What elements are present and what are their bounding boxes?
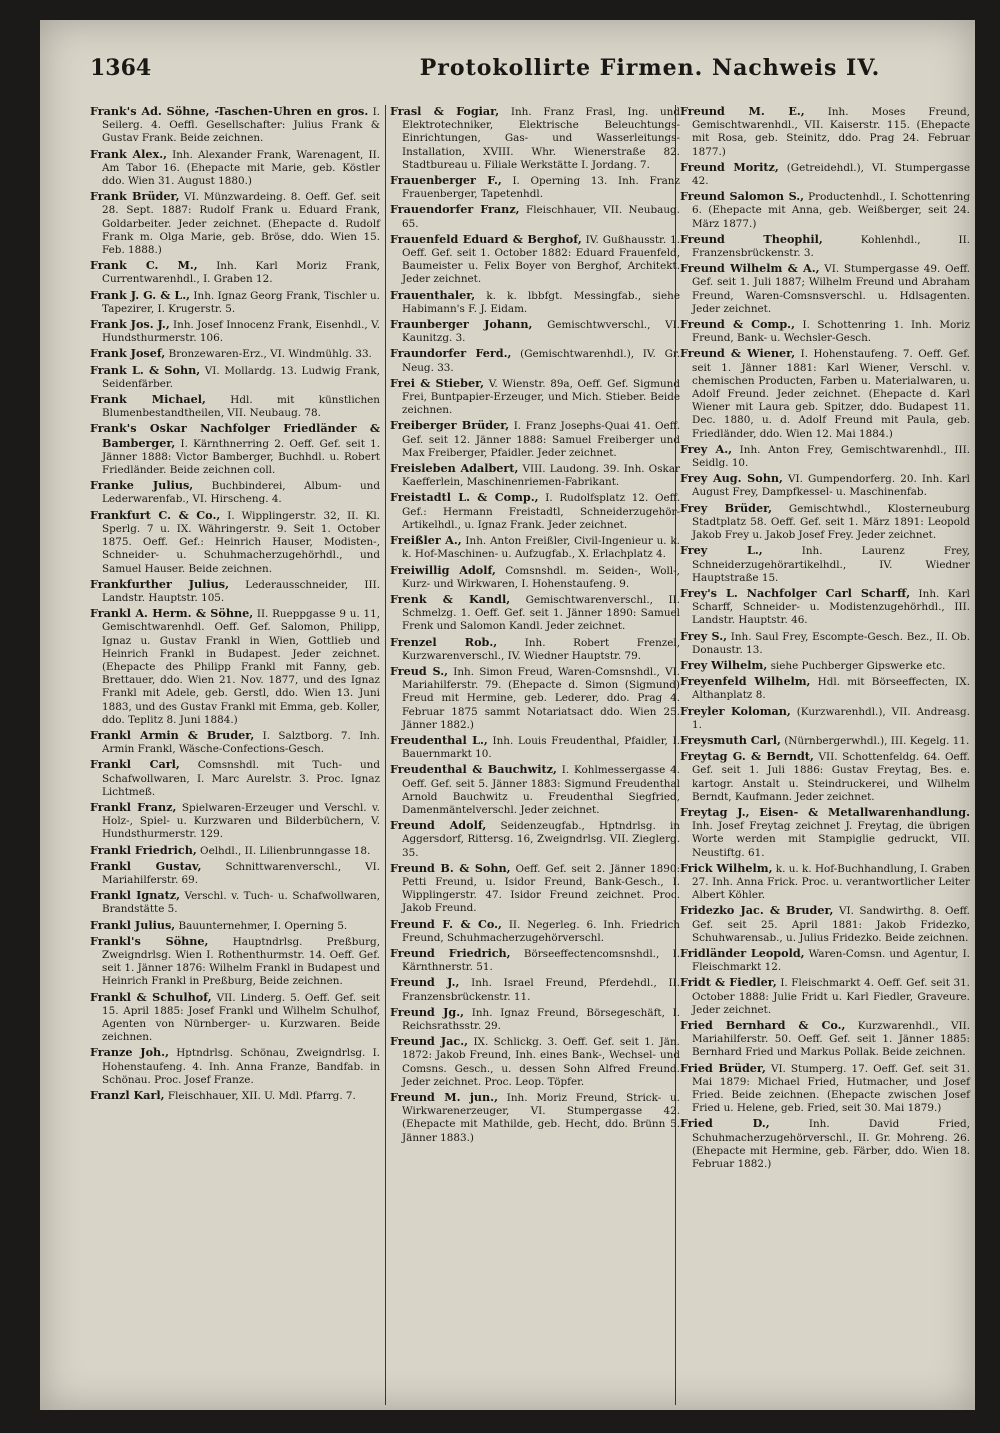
firm-details: I. Kärnthnerring 2. Oeff. Gef. seit 1. Jänner 1888: Victor Bamberger, Buchhdl. u. Robert Friedländer. Beide zeichnen coll. [102,437,380,477]
firm-details: Verschl. v. Tuch- u. Schafwollwaren, Brandstätte 5. [102,890,380,916]
firm-name: Freund J., [390,975,460,990]
firm-details: Inh. Ignaz Freund, Börsegeschäft, I. Reichsrathsstr. 29. [402,1006,680,1032]
directory-entry [90,607,380,727]
firm-details: II. Rueppgasse 9 u. 11, Gemischtwarenhdl. Oeff. Gef. Salomon, Philipp, Ignaz u. Gustav Frankl in Wien, Gottlieb und Heinrich Frankl in Budapest. Jeder zeichnet. (Ehepacte des Philipp Frankl mit Fanny, geb. Brettauer, ddo. Wien 21. Nov. 1877, und des Ignaz Frankl mit Adele, geb. Gerstl, ddo. Wien 13. Juni 1883, und des Gustav Frankl mit Emma, geb. Koller, ddo. Teplitz 8. Juni 1884.) [102,608,381,726]
firm-details: siehe Puchberger Gipswerke etc. [770,659,946,672]
firm-details: VI. Sandwirthg. 8. Oeff. Gef. seit 25. April 1881: Jakob Fridezko, Schuhwarensab., u. Julius Fridezko. Beide zeichnen. [692,905,970,944]
running-title: Protokollirte Firmen. Nachweis IV. [419,55,881,81]
firm-name: Frankl Carl, [90,757,180,772]
firm-details: (Kurzwarenhdl.), VII. Andreasg. 1. [692,705,971,731]
firm-name: Frick Wilhelm, [680,860,773,875]
firm-details: Inh. Israel Freund, Pferdehdl., II. Franzensbrückenstr. 11. [402,977,680,1003]
directory-entry [90,729,380,756]
firm-name: Frauenthaler, [390,287,476,302]
firm-details: Inh. Robert Frenzel, Kurzwarenverschl., IV. Wiedner Hauptstr. 79. [402,636,681,662]
directory-entry [90,393,380,420]
firm-details: Waren-Comsn. und Agentur, I. Fleischmarkt 12. [692,947,970,974]
directory-entry [390,1035,680,1089]
firm-details: Inh. Anton Freißler, Civil-Ingenieur u. k. k. Hof-Maschinen- u. Aufzugfab., X. Erlachplatz 4. [402,535,680,561]
firm-details: Inh. Anton Frey, Gemischtwarenhdl., III. Seidlg. 10. [692,443,971,470]
firm-name: Frey Brüder, [680,500,773,515]
firm-name: Frenzel Rob., [390,634,498,649]
firm-details: Bronzewaren-Erz., VI. Windmühlg. 33. [168,348,372,361]
firm-details: Inh. Karl Scharff, Schneider- u. Modistenzugehörhdl., III. Landstr. Hauptstr. 46. [692,587,970,627]
firm-details: IV. Gußhausstr. 1. Oeff. Gef. seit 1. October 1882: Eduard Frauenfeld, Baumeister u. Felix Boyer von Berghof, Architekt. Jeder zeichnet. [402,233,681,286]
directory-entry [390,976,680,1003]
firm-name: Freund F. & Co., [390,916,502,931]
firm-details: I. Franz Josephs-Quai 41. Oeff. Gef. seit 12. Jänner 1888: Samuel Freiberger und Max Freiberger, Pfaidler. Jeder zeichnet. [402,420,680,459]
firm-name: Frank's Oskar Nachfolger Friedländer & Bamberger, [90,421,380,450]
directory-entry [390,203,680,230]
firm-details: Gemischtwhdl., Klosterneuburg Stadtplatz 58. Oeff. Gef. seit 1. März 1891: Leopold Jakob Frey u. Jakob Josef Frey. Jeder zeichnet. [692,502,970,542]
firm-name: Frey's L. Nachfolger Carl Scharff, [680,585,911,600]
firm-name: Frank Michael, [90,392,206,407]
directory-entry [680,734,970,748]
firm-details: Inh. Moriz Freund, Strick- u. Wirkwarenerzeuger, VI. Stumpergasse 42. (Ehepacte mit Mathilde, geb. Hecht, ddo. Brünn 5. Jänner 1883.) [402,1092,680,1144]
directory-entry [680,862,970,903]
directory-entry [680,502,970,543]
column-3 [680,105,970,1173]
directory-entry [680,976,970,1017]
firm-name: Fridländer Leopold, [680,945,805,960]
firm-details: VI. Münzwardeing. 8. Oeff. Gef. seit 28. Sept. 1887: Rudolf Frank u. Eduard Frank, Goldarbeiter. Jeder zeichnet. (Ehepacte d. Rudolf Frank m. Olga Marie, geb. Bröse, ddo. Wien 15. Feb. 1888.) [102,191,380,257]
directory-page [40,20,975,1410]
firm-details: I. Rudolfsplatz 12. Oeff. Gef.: Hermann Freistadtl, Schneiderzugehör-Artikelhdl., u. Ignaz Frank. Jeder zeichnet. [402,492,680,531]
firm-name: Freund Wilhelm & A., [680,261,820,276]
firm-details: I. Hohenstaufeng. 7. Oeff. Gef. seit 1. Jänner 1881: Karl Wiener, Verschl. v. chemischen Producten, Farben u. Materialwaren, u. Adolf Freund. Jeder zeichnet. (Ehepacte d. Karl Wiener mit Laura geb. Spitzer, ddo. Budapest 11. Dec. 1880, u. d. Adolf Freund mit Paula, geb. Friedländer, ddo. Wien 12. Mai 1884.) [692,348,970,440]
directory-entry [90,578,380,605]
directory-entry [90,148,380,189]
directory-entry [390,1006,680,1033]
firm-details: Inh. David Fried, Schuhmacherzugehörverschl., II. Gr. Mohreng. 26. (Ehepacte mit Hermine, geb. Färber, ddo. Wien 18. Februar 1882.) [692,1118,971,1171]
firm-name: Freistadtl L. & Comp., [390,490,539,505]
directory-entry [390,318,680,345]
directory-entry [90,259,380,286]
directory-entry [90,801,380,842]
directory-entry [390,819,680,860]
columns [90,105,970,1405]
column-divider [385,105,386,1405]
firm-name: Freund Moritz, [680,159,779,174]
firm-details: VIII. Laudong. 39. Inh. Oskar Kaefferlein, Maschinenriemen-Fabrikant. [402,463,680,489]
firm-details: (Getreidehdl.), VI. Stumpergasse 42. [692,161,970,188]
firm-name: Frenk & Kandl, [390,591,511,606]
directory-entry [90,190,380,257]
directory-entry [680,544,970,585]
column-1 [90,105,380,1105]
firm-details: II. Negerleg. 6. Inh. Friedrich Freund, Schuhmacherzugehörverschl. [402,918,680,944]
firm-name: Frankl & Schulhof, [90,989,212,1004]
directory-entry [680,161,970,188]
firm-name: Frank C. M., [90,258,198,273]
firm-name: Freisleben Adalbert, [390,461,519,476]
firm-name: Frey S., [680,628,728,643]
directory-entry [390,1091,680,1145]
firm-name: Frey Aug. Sohn, [680,471,783,486]
directory-entry [90,318,380,345]
directory-entry [90,347,380,361]
directory-entry [680,1062,970,1116]
firm-details: Hptndrlsg. Schönau, Zweigndrlsg. I. Hohenstaufeng. 4. Inh. Anna Franze, Bandfab. in Schönau. Proc. Josef Franze. [102,1047,380,1086]
firm-name: Fridezko Jac. & Bruder, [680,903,834,918]
firm-details: Hdl. mit künstlichen Blumenbestandtheilen, VII. Neubaug. 78. [102,394,380,420]
firm-name: Freiwillig Adolf, [390,562,496,577]
directory-entry [390,419,680,460]
directory-entry [680,318,970,345]
firm-details: VII. Linderg. 5. Oeff. Gef. seit 15. April 1885: Josef Frankl und Wilhelm Schulhof, Agenten von Nürnberger- u. Kurzwaren. Beide zeichnen. [102,991,380,1044]
firm-name: Frank L. & Sohn, [90,362,201,377]
firm-details: Börseeffectencomsnshdl., I. Kärnthnerstr. 51. [402,947,680,974]
firm-name: Frank's Ad. Söhne, -Taschen-Uhren en gros. [90,104,369,118]
directory-entry [90,1046,380,1087]
directory-entry [680,190,970,231]
directory-entry [680,750,970,804]
directory-entry [390,665,680,732]
firm-details: (Nürnbergerwhdl.), III. Kegelg. 11. [784,734,970,747]
firm-name: Freund & Comp., [680,317,795,332]
firm-name: Frank Josef, [90,346,166,361]
firm-details: Gemischtwarenverschl., II. Schmelzg. 1. Oeff. Gef. seit 1. Jänner 1890: Samuel Frenk und Salomon Kandl. Jeder zeichnet. [402,593,680,633]
directory-entry [90,289,380,316]
firm-details: Bauunternehmer, I. Operning 5. [178,919,348,932]
firm-name: Fried D., [680,1116,770,1131]
firm-name: Freund Salomon S., [680,189,805,204]
firm-details: k. u. k. Hof-Buchhandlung, I. Graben 27. Inh. Anna Frick. Proc. u. verantwortlicher Leiter Albert Köhler. [692,862,970,902]
firm-details: I. Wipplingerstr. 32, II. Kl. Sperlg. 7 u. IX. Währingerstr. 9. Seit 1. October 1875. Oeff. Gef.: Heinrich Hauser, Modisten-, Schneider- u. Schuhmacherzugehörhdl., und Samuel Hauser. Beide zeichnen. [102,509,380,575]
directory-entry [390,491,680,532]
directory-entry [90,860,380,887]
firm-details: Hdl. mit Börseeffecten, IX. Althanplatz 8. [692,676,970,702]
firm-details: VII. Schottenfeldg. 64. Oeff. Gef. seit 1. Juli 1886: Gustav Freytag, Bes. e. kartogr. Anstalt u. Steindruckerei, und Wilhelm Berndt, Kaufmann. Jeder zeichnet. [692,751,970,803]
directory-entry [390,763,680,817]
directory-entry [90,889,380,916]
firm-details: Fleischhauer, VII. Neubaug. 65. [402,204,680,230]
firm-name: Frauendorfer Franz, [390,202,520,217]
firm-details: Kohlenhdl., II. Franzensbrückenstr. 3. [692,233,971,260]
directory-entry [680,443,970,470]
firm-details: Inh. Ignaz Georg Frank, Tischler u. Tapezirer, I. Krugerstr. 5. [102,289,380,315]
firm-details: Spielwaren-Erzeuger und Verschl. v. Holz-, Spiel- u. Kurzwaren und Bilderbüchern, V. Hundsthurmerstr. 129. [102,801,380,841]
directory-entry [680,587,970,628]
firm-details: I. Operning 13. Inh. Franz Frauenberger, Tapetenhdl. [402,175,680,201]
page-number: 1364 [90,55,152,81]
firm-details: I. Salztborg. 7. Inh. Armin Frankl, Wäsche-Confections-Gesch. [102,729,380,756]
directory-entry [390,347,680,374]
firm-details: V. Wienstr. 89a, Oeff. Gef. Sigmund Frei, Buntpapier-Erzeuger, und Mich. Stieber. Beide zeichnen. [402,377,680,417]
firm-details: Inh. Karl Moriz Frank, Currentwarenhdl., I. Graben 12. [102,260,380,286]
firm-details: IX. Schlickg. 3. Oeff. Gef. seit 1. Jän. 1872: Jakob Freund, Inh. eines Bank-, Wechsel- und Comsns. Gesch., u. dessen Sohn Alfred Freund. Jeder zeichnet. Proc. Leop. Töpfer. [402,1036,680,1088]
firm-details: VI. Gumpendorferg. 20. Inh. Karl August Frey, Dampfkessel- u. Maschinenfab. [692,473,970,499]
firm-name: Freund M. jun., [390,1090,498,1105]
directory-entry [680,262,970,316]
firm-name: Frankfurt C. & Co., [90,507,221,522]
firm-name: Freyler Koloman, [680,703,791,718]
column-2 [390,105,680,1147]
directory-entry [680,675,970,702]
firm-name: Frank Brüder, [90,189,180,204]
firm-details: Oelhdl., II. Lilienbrunngasse 18. [200,844,371,857]
directory-entry [90,758,380,799]
firm-details: Inh. Laurenz Frey, Schneiderzugehörartikelhdl., IV. Wiedner Hauptstraße 15. [692,545,970,584]
firm-name: Frey L., [680,543,763,558]
firm-name: Frank J. G. & L., [90,287,190,302]
firm-details: k. k. lbbfgt. Messingfab., siehe Habimann's F. J. Eidam. [402,289,680,315]
firm-details: Inh. Josef Freytag zeichnet J. Freytag, die übrigen Worte werden mit Stampiglie gedruckt, VII. Neustiftg. 61. [692,820,970,859]
firm-name: Freund Jg., [390,1004,465,1019]
directory-entry [90,105,380,146]
firm-details: VI. Stumpergasse 49. Oeff. Gef. seit 1. Juli 1887; Wilhelm Freund und Abraham Freund, Waren-Comsnsverschl. u. Hdlsagenten. Jeder zeichnet. [692,263,971,315]
directory-entry [90,364,380,391]
firm-name: Freißler A., [390,533,462,548]
firm-name: Frauenfeld Eduard & Berghof, [390,231,582,246]
firm-details: Inh. Moses Freund, Gemischtwarenhdl., VII. Kaiserstr. 115. (Ehepacte mit Rosa, geb. Steinitz, ddo. Prag 24. Februar 1877.) [692,106,970,158]
firm-details: Inh. Josef Innocenz Frank, Eisenhdl., V. Hundsthurmerstr. 106. [102,319,380,345]
directory-entry [90,919,380,933]
directory-entry [390,734,680,761]
firm-name: Frankl Armin & Bruder, [90,727,255,742]
firm-name: Fraundorfer Ferd., [390,346,512,361]
firm-name: Freund B. & Sohn, [390,860,511,875]
directory-entry [390,918,680,945]
directory-entry [680,233,970,260]
directory-entry [90,1089,380,1103]
directory-entry [390,289,680,316]
firm-name: Frank Alex., [90,146,167,161]
firm-name: Freysmuth Carl, [680,732,781,747]
firm-name: Frankl Ignatz, [90,888,180,903]
directory-entry [390,862,680,916]
directory-entry [390,947,680,974]
firm-name: Frasl & Fogiar, [390,104,500,118]
firm-name: Frey Wilhelm, [680,657,768,672]
firm-name: Frey A., [680,441,732,456]
directory-entry [90,991,380,1045]
directory-entry [90,509,380,576]
firm-name: Frauenberger F., [390,173,502,188]
firm-details: I. Seilerg. 4. Oeffl. Gesellschafter: Julius Frank & Gustav Frank. Beide zeichnen. [102,106,380,145]
directory-entry [680,806,970,860]
firm-name: Frankl Gustav, [90,858,202,873]
firm-details: Inh. Alexander Frank, Warenagent, II. Am Tabor 16. (Ehepacte mit Marie, geb. Köstler ddo. Wien 31. August 1880.) [102,148,380,188]
directory-entry [90,422,380,477]
directory-entry [390,534,680,561]
firm-name: Frank Jos. J., [90,317,170,332]
firm-details: Productenhdl., I. Schottenring 6. (Ehepacte mit Anna, geb. Weißberger, seit 24. März 1877.) [692,191,970,230]
directory-entry [680,630,970,657]
firm-name: Freytag G. & Berndt, [680,749,814,764]
firm-name: Fried Brüder, [680,1060,766,1075]
firm-name: Freiberger Brüder, [390,418,510,433]
firm-name: Freund Friedrich, [390,945,511,960]
firm-details: Oeff. Gef. seit 2. Jänner 1890: Petti Freund, u. Isidor Freund, Bank-Gesch., I. Wipplingerstr. 47. Isidor Freund zeichnet. Proc. Jakob Freund. [402,862,680,915]
directory-entry [680,472,970,499]
firm-details: Comsnshdl. m. Seiden-, Woll-, Kurz- und Wirkwaren, I. Hohenstaufeng. 9. [402,564,680,590]
firm-details: Kurzwarenhdl., VII. Mariahilferstr. 50. Oeff. Gef. seit 1. Jänner 1885: Bernhard Fried und Markus Pollak. Beide zeichnen. [692,1020,971,1059]
firm-name: Fried Bernhard & Co., [680,1018,846,1032]
firm-details: Gemischtwverschl., VI. Kaunitzg. 3. [402,319,680,345]
firm-details: Schnittwarenverschl., VI. Mariahilferstr. 69. [102,860,381,886]
directory-entry [390,233,680,287]
firm-name: Freund Theophil, [680,231,823,246]
firm-name: Frankl Julius, [90,917,176,932]
firm-name: Freyenfeld Wilhelm, [680,674,811,689]
firm-name: Freund & Wiener, [680,346,796,361]
firm-name: Frei & Stieber, [390,375,485,390]
firm-name: Frankl A. Herm. & Söhne, [90,606,254,621]
firm-name: Freund M. E., [680,104,805,118]
firm-name: Freudenthal & Bauchwitz, [390,762,557,777]
firm-details: Buchbinderei, Album- und Lederwarenfab., VI. Hirscheng. 4. [102,480,380,506]
firm-details: (Gemischtwarenhdl.), IV. Gr. Neug. 33. [402,348,680,374]
page-header [90,55,950,95]
directory-entry [680,947,970,974]
firm-name: Franze Joh., [90,1045,169,1060]
firm-name: Freytag J., Eisen- & Metallwarenhandlung. [680,804,970,819]
directory-entry [390,377,680,418]
directory-entry [680,659,970,673]
firm-details: I. Schottenring 1. Inh. Moriz Freund, Bank- u. Wechsler-Gesch. [692,319,970,345]
directory-entry [680,105,970,159]
firm-details: Hauptndrlsg. Preßburg, Zweigndrlsg. Wien I. Rothenthurmstr. 14. Oeff. Gef. seit 1. Jänner 1876: Wilhelm Frankl in Budapest und Heinrich Frankl in Preßburg, Beide zeichnen. [102,935,380,988]
directory-entry [680,1019,970,1060]
firm-details: Comsnshdl. mit Tuch- und Schafwollwaren, I. Marc Aurelstr. 3. Proc. Ignaz Lichtmeß. [102,759,380,798]
directory-entry [680,347,970,440]
firm-details: VI. Mollardg. 13. Ludwig Frank, Seidenfärber. [102,364,380,390]
directory-entry [390,636,680,663]
directory-entry [680,904,970,945]
firm-name: Freund Jac., [390,1034,469,1049]
firm-details: Lederausschneider, III. Landstr. Hauptstr. 105. [102,578,380,604]
directory-entry [680,705,970,732]
firm-details: VI. Stumperg. 17. Oeff. Gef. seit 31. Mai 1879: Michael Fried, Hutmacher, und Josef Fried. Beide zeichnen. (Ehepacte zwischen Josef Fried u. Helene, geb. Fried, seit 30. Mai 1879.) [692,1062,971,1115]
directory-entry [680,1117,970,1171]
directory-entry [390,462,680,489]
firm-name: Fraunberger Johann, [390,317,533,332]
firm-details: I. Fleischmarkt 4. Oeff. Gef. seit 31. October 1888: Julie Fridt u. Karl Fiedler, Graveure. Jeder zeichnet. [692,977,970,1016]
directory-entry [90,844,380,858]
directory-entry [90,479,380,506]
firm-name: Frankl Franz, [90,799,177,814]
firm-name: Frankl Friedrich, [90,842,197,857]
firm-details: Inh. Saul Frey, Escompte-Gesch. Bez., II. Ob. Donaustr. 13. [692,630,970,656]
firm-name: Freund Adolf, [390,818,487,833]
directory-entry [390,564,680,591]
directory-entry [90,935,380,989]
firm-name: Franzl Karl, [90,1088,165,1103]
firm-name: Frankfurther Julius, [90,576,229,591]
directory-entry [390,174,680,201]
firm-details: Inh. Louis Freudenthal, Pfaidler, I. Bauernmarkt 10. [402,734,680,761]
firm-name: Franke Julius, [90,478,194,493]
directory-entry [390,105,680,172]
firm-details: Inh. Franz Frasl, Ing. und Elektrotechniker, Elektrische Beleuchtungs-Einrichtungen, Gas- und Wasserleitungs-Installation, XVIII. Whr. Wienerstraße 82. Stadtbureau u. Filiale Werkstätte I. Jordang. 7. [402,106,680,171]
firm-details: I. Kohlmessergasse 4. Oeff. Gef. seit 5. Jänner 1883: Sigmund Freudenthal Arnold Bauchwitz u. Freudenthal Siegfried, Damenmäntelverschl. Jeder zeichnet. [402,764,680,816]
directory-entry [390,593,680,634]
firm-details: Inh. Simon Freud, Waren-Comsnshdl., VI. Mariahilferstr. 79. (Ehepacte d. Simon (Sigmund) Freud mit Hermine, geb. Lederer, ddo. Prag 4. Februar 1875 sammt Notariatsact ddo. Wien 25. Jänner 1882.) [402,665,680,731]
firm-name: Frankl's Söhne, [90,933,209,948]
firm-name: Freudenthal L., [390,732,488,747]
firm-name: Freud S., [390,663,448,678]
firm-details: Seidenzeugfab., Hptndrlsg. in Aggersdorf, Rittersg. 16, Zweigndrlsg. VII. Zieglerg. 35. [402,820,681,859]
firm-details: Fleischhauer, XII. U. Mdl. Pfarrg. 7. [167,1090,356,1103]
firm-name: Fridt & Fiedler, [680,975,777,990]
